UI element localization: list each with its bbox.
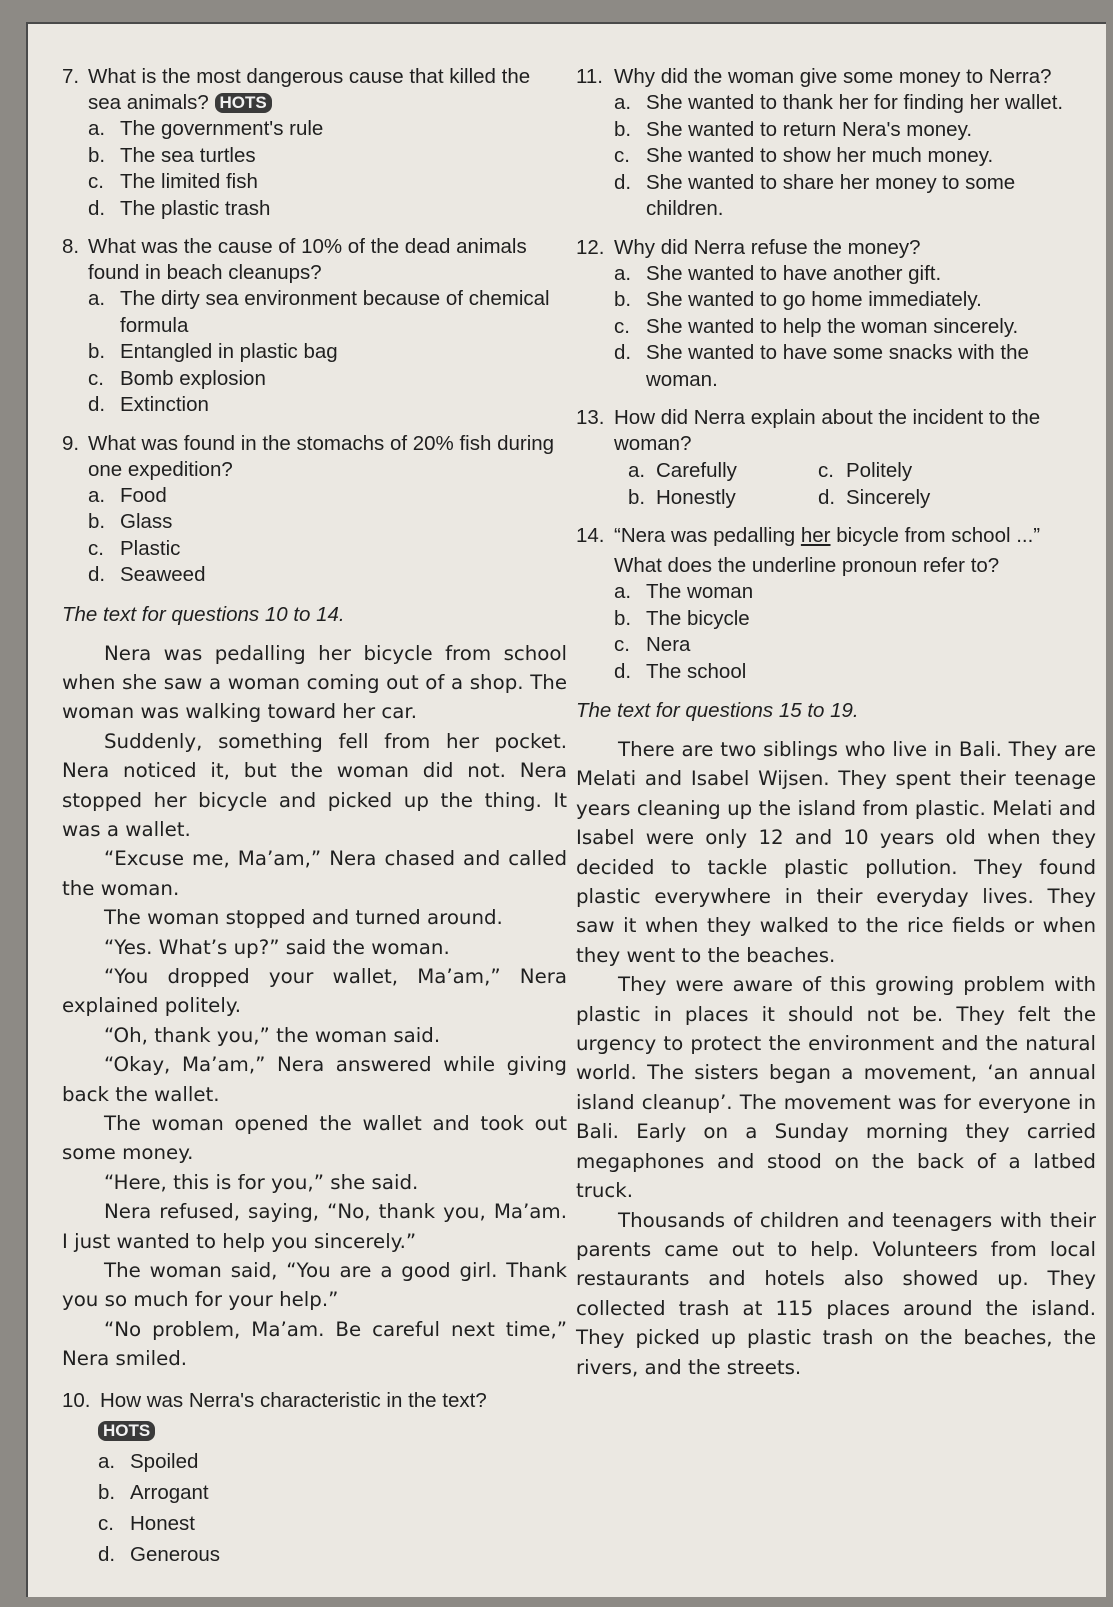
option-b[interactable]: b. She wanted to return Nera's money. [614, 117, 973, 141]
option-a[interactable]: a. Spoiled [98, 1449, 199, 1473]
question-quote: “Nera was pedalling her bicycle from school ...” [614, 524, 1041, 547]
question-stem: What does the underline pronoun refer to? [614, 554, 1000, 577]
option-b[interactable]: b. Glass [88, 510, 173, 533]
question-10 [62, 1388, 567, 1570]
question-14 [576, 523, 1096, 685]
option-c[interactable]: c. She wanted to help the woman sincerely. [614, 314, 1019, 338]
question-stem: What was the cause of 10% of the dead animals found in beach cleanups? [88, 235, 527, 284]
question-number: 11. [576, 65, 603, 88]
option-d[interactable]: d. She wanted to share her money to some children. [614, 170, 1016, 220]
option-c[interactable]: c. Bomb explosion [88, 366, 266, 390]
question-number: 7. [62, 65, 80, 88]
reading-text-2-title: The text for questions 15 to 19. [576, 699, 859, 722]
option-d[interactable]: d. Extinction [88, 393, 209, 416]
option-d[interactable]: d. Seaweed [88, 563, 206, 586]
option-a[interactable]: a. She wanted to have another gift. [614, 261, 942, 285]
question-stem: What is the most dangerous cause that killed the sea animals? [88, 65, 531, 114]
option-b[interactable]: b. Entangled in plastic bag [88, 340, 338, 363]
question-stem: What was found in the stomachs of 20% fish during one expedition? [88, 431, 555, 481]
question-stem: How did Nerra explain about the incident to the woman? [614, 406, 1041, 455]
option-b[interactable]: b. The bicycle [614, 606, 750, 630]
option-c[interactable]: c. Honest [98, 1511, 195, 1535]
option-c[interactable]: c. She wanted to show her much money. [614, 144, 994, 167]
reading-text-1-title: The text for questions 10 to 14. [62, 602, 345, 626]
option-a[interactable]: a. Food [88, 483, 167, 507]
option-b[interactable]: b. Arrogant [98, 1480, 209, 1504]
hots-badge: HOTS [215, 93, 272, 113]
option-d[interactable]: d. She wanted to have some snacks with the woman. [614, 341, 1029, 391]
question-stem: Why did Nerra refuse the money? [614, 235, 921, 259]
question-number: 10. [62, 1388, 91, 1412]
hots-badge: HOTS [98, 1421, 155, 1441]
right-column [576, 64, 1096, 1382]
question-11 [576, 64, 1096, 223]
reading-text-2: There are two siblings who live in Bali. They are Melati and Isabel Wijsen. They spent their teenage years cleaning up the island from plastic. Melati and Isabel were only 12 and 10 years old when they decided to tackle plastic pollution. They found plastic everywhere in their everyday lives. They saw it when they walked to the rice fields or when they went to the beaches. They were aware of this growing problem with plastic in places it should not be. They felt the urgency to protect the environment and the natural world. The sisters began a movement, ‘an annual island cleanup’. The movement was for everyone in Bali. Early on a Sunday morning they carried megaphones and stood on the back of a latbed truck. Thousands of children and teenagers with their parents came out to help. Volunteers from local restaurants and hotels also showed up. They collected trash at 115 places around the island. They picked up plastic trash on the beaches, the rivers, and the streets. [576, 738, 1096, 1379]
question-stem: How was Nerra's characteristic in the text? [100, 1388, 487, 1412]
question-7 [62, 64, 567, 222]
option-c[interactable]: c. Plastic [88, 536, 181, 560]
worksheet-page [26, 22, 1106, 1597]
option-d[interactable]: d. Generous [98, 1542, 221, 1566]
option-a[interactable]: a. The dirty sea environment because of chemical formula [88, 287, 550, 337]
question-8 [62, 234, 567, 419]
option-c[interactable]: c. The limited fish [88, 170, 258, 193]
question-number: 8. [62, 235, 80, 258]
option-a[interactable]: a. The woman [614, 580, 754, 603]
question-13 [576, 405, 1096, 511]
left-column [62, 64, 567, 1582]
question-stem: Why did the woman give some money to Nerra? [614, 65, 1052, 88]
question-number: 14. [576, 524, 605, 547]
question-number: 12. [576, 235, 605, 259]
question-number: 9. [62, 431, 80, 455]
underlined-pronoun: her [800, 524, 831, 547]
option-a[interactable]: a. She wanted to thank her for finding her wallet. [614, 91, 1064, 114]
question-9 [62, 431, 567, 589]
option-a[interactable]: a. The government's rule [88, 117, 324, 140]
question-12 [576, 235, 1096, 394]
option-c[interactable]: c. Politely [818, 459, 913, 482]
option-b[interactable]: b. The sea turtles [88, 143, 256, 167]
option-c[interactable]: c. Nera [614, 633, 691, 656]
option-a[interactable]: a. Carefully [628, 459, 737, 482]
reading-text-1: Nera was pedalling her bicycle from school when she saw a woman coming out of a shop. The woman was walking toward her car. Suddenly, something fell from her pocket. Nera noticed it, but the woman did not. Nera stopped her bicycle and picked up the thing. It was a wallet. “Excuse me, Ma’am,” Nera chased and called the woman. The woman stopped and turned around. “Yes. What’s up?” said the woman. “You dropped your wallet, Ma’am,” Nera explained politely. “Oh, thank you,” the woman said. “Okay, Ma’am,” Nera answered while giving back the wallet. The woman opened the wallet and took out some money. “Here, this is for you,” she said. Nera refused, saying, “No, thank you, Ma’am. I just wanted to help you sincerely.” The woman said, “You are a good girl. Thank you so much for your help.” “No problem, Ma’am. Be careful next time,” Nera smiled. [62, 641, 567, 1371]
option-d[interactable]: d. Sincerely [818, 486, 931, 509]
option-d[interactable]: d. The plastic trash [88, 196, 271, 220]
option-b[interactable]: b. She wanted to go home immediately. [614, 288, 982, 311]
option-d[interactable]: d. The school [614, 659, 747, 683]
question-number: 13. [576, 406, 605, 429]
option-b[interactable]: b. Honestly [628, 486, 736, 509]
